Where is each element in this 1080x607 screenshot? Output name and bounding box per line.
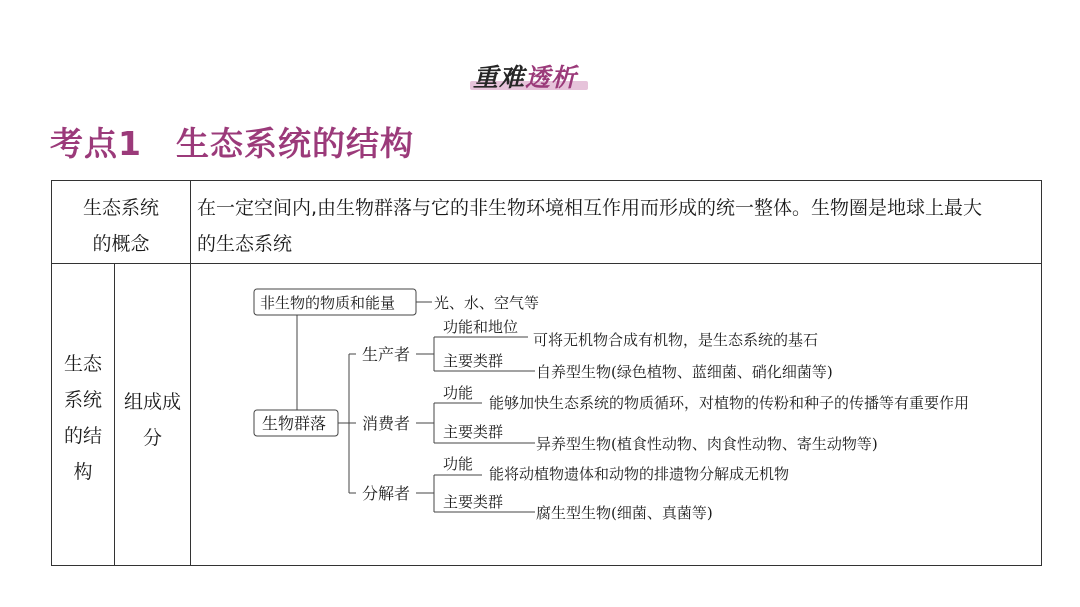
structure-label: 生态 系统 的结 构: [63, 353, 102, 483]
consumer-group-label: 主要类群: [443, 423, 504, 441]
topic-title: 生态系统的结构: [175, 124, 414, 163]
decomposer-group-desc: 腐生型生物(细菌、真菌等): [536, 504, 713, 522]
decomposer-label: 分解者: [362, 484, 411, 503]
producer-role-desc: 可将无机物合成有机物，是生态系统的基石: [533, 331, 819, 349]
community-label: 生物群落: [262, 414, 327, 433]
consumer-function-label: 功能: [443, 384, 474, 402]
abiotic-detail: 光、水、空气等: [434, 294, 540, 312]
producer-role-label: 功能和地位: [443, 318, 519, 336]
consumer-group-desc: 异养型生物(植食性动物、肉食性动物、寄生动物等): [536, 435, 878, 453]
decomposer-function-desc: 能将动植物遗体和动物的排遗物分解成无机物: [489, 465, 790, 483]
components-label: 组成成 分: [123, 391, 181, 449]
consumer-function-desc: 能够加快生态系统的物质循环，对植物的传粉和种子的传播等有重要作用: [489, 394, 970, 412]
abiotic-label: 非生物的物质和能量: [260, 294, 396, 312]
topic-number: 考点1: [50, 124, 142, 163]
consumer-label: 消费者: [362, 414, 411, 433]
decomposer-function-label: 功能: [443, 455, 474, 473]
producer-group-desc: 自养型生物(绿色植物、蓝细菌、硝化细菌等): [536, 363, 833, 381]
concept-label: 生态系统 的概念: [82, 197, 159, 255]
producer-label: 生产者: [362, 345, 411, 364]
section-label-text: 重难透析: [473, 63, 578, 92]
producer-group-label: 主要类群: [443, 352, 504, 370]
decomposer-group-label: 主要类群: [443, 493, 504, 511]
concept-definition: 在一定空间内,由生物群落与它的非生物环境相互作用而形成的统一整体。生物圈是地球上最大 的生态系统: [197, 197, 983, 255]
